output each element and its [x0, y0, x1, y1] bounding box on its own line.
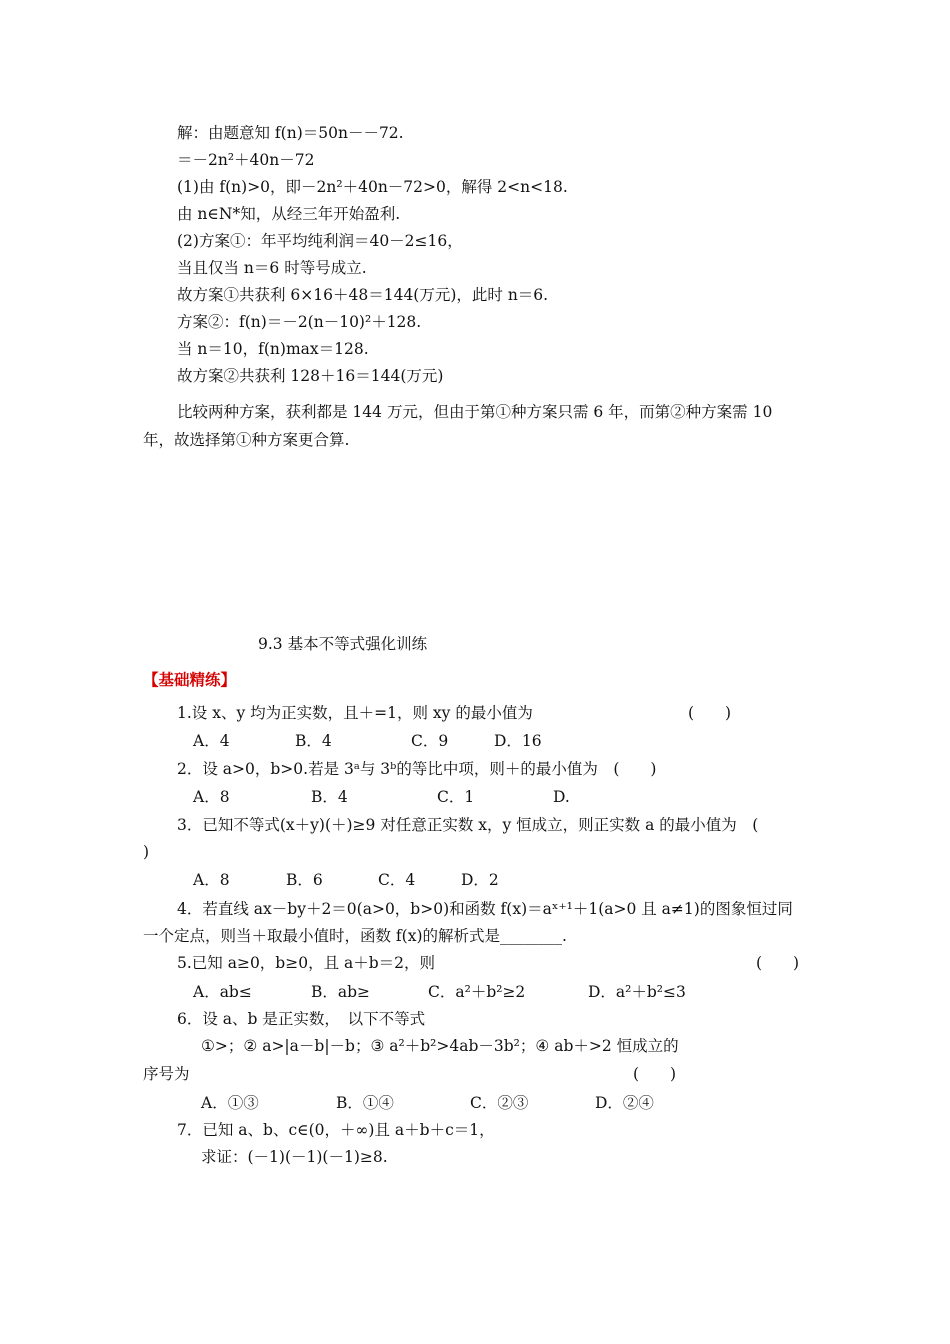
question-7-proof-statement: 求证：(－1)(－1)(－1)≥8.	[201, 1148, 388, 1166]
q1-option-c: C．9	[411, 732, 449, 750]
q5-option-b: B．ab≥	[311, 983, 371, 1001]
q2-option-c: C．1	[437, 788, 475, 806]
solution-line-9: 当 n＝10，f(n)max＝128.	[177, 340, 369, 358]
q1-option-a: A．4	[193, 732, 230, 750]
solution-line-8: 方案②：f(n)＝－2(n－10)²＋128.	[177, 313, 422, 331]
question-2: 2．设 a>0，b>0.若是 3ᵃ与 3ᵇ的等比中项，则＋的最小值为 ( )	[177, 760, 657, 778]
solution-line-1: 解：由题意知 f(n)＝50n－－72.	[177, 124, 404, 142]
question-6-continuation: 序号为	[143, 1065, 190, 1083]
question-6-answer-paren: ( )	[633, 1065, 677, 1083]
q5-option-c: C．a²＋b²≥2	[428, 983, 526, 1001]
q6-option-d: D．②④	[595, 1094, 654, 1112]
q1-option-d: D．16	[494, 732, 542, 750]
q1-option-b: B．4	[295, 732, 332, 750]
solution-line-2: ＝－2n²＋40n－72	[177, 151, 315, 169]
question-7: 7．已知 a、b、c∈(0，＋∞)且 a＋b＋c＝1，	[177, 1121, 495, 1139]
question-1-answer-paren: ( )	[688, 704, 732, 722]
q5-option-d: D．a²＋b²≤3	[588, 983, 686, 1001]
q2-option-a: A．8	[193, 788, 230, 806]
q6-option-b: B．①④	[336, 1094, 394, 1112]
q3-option-d: D．2	[461, 871, 499, 889]
question-5-answer-paren: ( )	[756, 954, 800, 972]
question-5: 5.已知 a≥0，b≥0，且 a＋b＝2，则	[177, 954, 436, 972]
solution-line-11: 比较两种方案，获利都是 144 万元，但由于第①种方案只需 6 年，而第②种方案需 10	[177, 403, 773, 421]
solution-line-12: 年，故选择第①种方案更合算.	[143, 431, 350, 449]
question-3: 3．已知不等式(x＋y)(＋)≥9 对任意正实数 x，y 恒成立，则正实数 a 的最小值为 (	[177, 816, 759, 834]
section-title: 9.3 基本不等式强化训练	[258, 635, 428, 653]
q5-option-a: A．ab≤	[193, 983, 252, 1001]
q6-option-c: C．②③	[470, 1094, 529, 1112]
question-6: 6．设 a、b 是正实数， 以下不等式	[177, 1010, 426, 1028]
q6-option-a: A．①③	[201, 1094, 259, 1112]
question-4-continuation: 一个定点，则当＋取最小值时，函数 f(x)的解析式是________.	[143, 927, 567, 945]
q2-option-d: D.	[553, 788, 570, 806]
solution-line-6: 当且仅当 n＝6 时等号成立.	[177, 259, 367, 277]
q3-option-c: C．4	[378, 871, 416, 889]
q3-option-a: A．8	[193, 871, 230, 889]
solution-line-3: (1)由 f(n)>0，即－2n²＋40n－72>0，解得 2<n<18.	[177, 178, 568, 196]
section-tag: 【基础精练】	[143, 670, 237, 689]
question-1: 1.设 x、y 均为正实数，且＋=1，则 xy 的最小值为	[177, 704, 533, 722]
solution-line-4: 由 n∈N*知，从经三年开始盈利.	[177, 205, 401, 223]
solution-line-10: 故方案②共获利 128＋16＝144(万元)	[177, 367, 444, 385]
q3-option-b: B．6	[286, 871, 323, 889]
question-3-continuation: )	[143, 843, 150, 861]
q2-option-b: B．4	[311, 788, 348, 806]
solution-line-7: 故方案①共获利 6×16＋48＝144(万元)，此时 n＝6.	[177, 286, 549, 304]
question-6-statements: ①>；② a>|a－b|－b；③ a²＋b²>4ab－3b²；④ ab＋>2 恒成立的	[201, 1037, 679, 1055]
question-4: 4．若直线 ax－by＋2＝0(a>0，b>0)和函数 f(x)＝aˣ⁺¹＋1(a>0 且 a≠1)的图象恒过同	[177, 900, 793, 918]
solution-line-5: (2)方案①：年平均纯利润＝40－2≤16，	[177, 232, 463, 250]
